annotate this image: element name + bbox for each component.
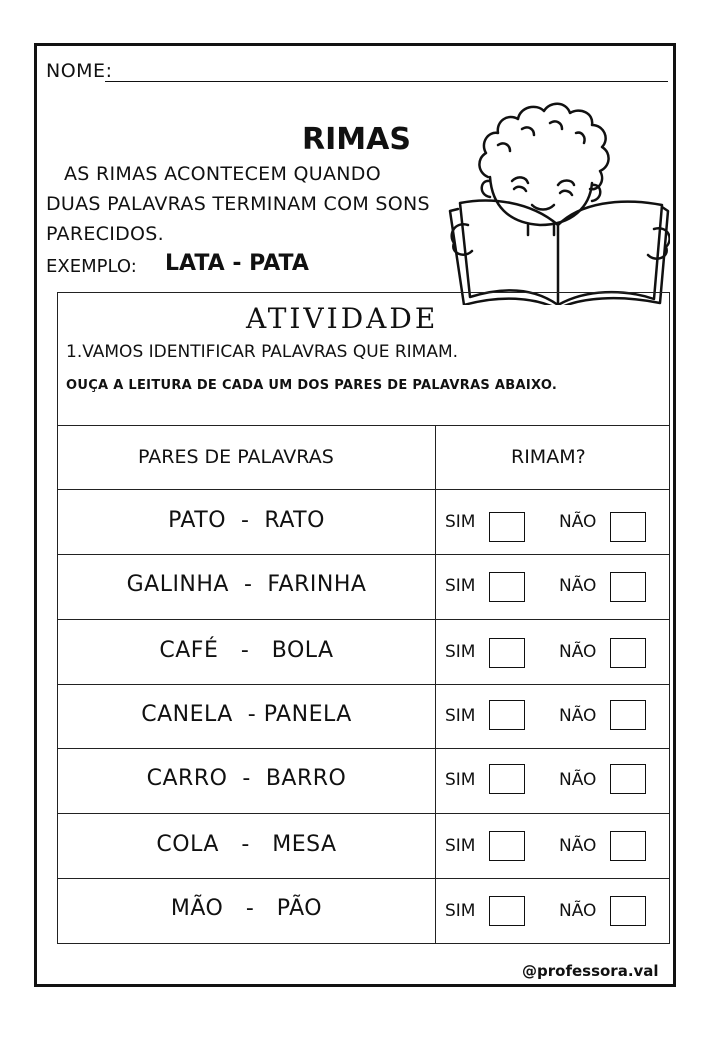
yes-label: SIM — [445, 642, 476, 662]
no-label: NÃO — [559, 706, 597, 726]
table-row-divider — [58, 748, 670, 749]
no-checkbox[interactable] — [610, 638, 646, 668]
table-row-pair: COLA - MESA — [156, 832, 337, 857]
yes-checkbox[interactable] — [489, 896, 525, 926]
yes-label: SIM — [445, 512, 476, 532]
table-row-divider — [58, 554, 670, 555]
no-checkbox[interactable] — [610, 512, 646, 542]
table-row-divider — [58, 878, 670, 879]
intro-line-3: PARECIDOS. — [46, 223, 165, 245]
table-row-pair: PATO - RATO — [168, 508, 325, 533]
author-credit: @professora.val — [522, 962, 659, 980]
table-column-divider — [435, 426, 436, 944]
table-row-pair: CANELA - PANELA — [141, 702, 352, 727]
table-row-divider — [58, 813, 670, 814]
yes-checkbox[interactable] — [489, 512, 525, 542]
table-row-divider — [58, 619, 670, 620]
intro-line-1: AS RIMAS ACONTECEM QUANDO — [64, 163, 381, 185]
no-checkbox[interactable] — [610, 572, 646, 602]
name-label: NOME: — [46, 60, 113, 82]
yes-checkbox[interactable] — [489, 572, 525, 602]
yes-label: SIM — [445, 836, 476, 856]
column-header-pairs: PARES DE PALAVRAS — [138, 446, 334, 468]
table-top-line — [58, 425, 670, 426]
example-label: EXEMPLO: — [46, 256, 137, 277]
yes-label: SIM — [445, 901, 476, 921]
no-label: NÃO — [559, 770, 597, 790]
table-row-pair: MÃO - PÃO — [170, 896, 323, 921]
no-checkbox[interactable] — [610, 700, 646, 730]
no-label: NÃO — [559, 576, 597, 596]
no-label: NÃO — [559, 901, 597, 921]
no-checkbox[interactable] — [610, 896, 646, 926]
no-label: NÃO — [559, 642, 597, 662]
table-row-pair: CAFÉ - BOLA — [159, 638, 334, 663]
table-row-pair: CARRO - BARRO — [146, 766, 347, 791]
activity-subinstruction: OUÇA A LEITURA DE CADA UM DOS PARES DE PALAVRAS ABAIXO. — [66, 378, 558, 393]
activity-title: ATIVIDADE — [246, 302, 439, 335]
yes-checkbox[interactable] — [489, 638, 525, 668]
no-checkbox[interactable] — [610, 831, 646, 861]
boy-reading-book-icon — [440, 85, 670, 305]
intro-line-2: DUAS PALAVRAS TERMINAM COM SONS — [46, 193, 430, 215]
page-title: RIMAS — [302, 122, 411, 157]
no-label: NÃO — [559, 512, 597, 532]
column-header-rhyme: RIMAM? — [511, 446, 586, 468]
activity-instruction: 1.VAMOS IDENTIFICAR PALAVRAS QUE RIMAM. — [66, 342, 459, 362]
yes-label: SIM — [445, 706, 476, 726]
yes-label: SIM — [445, 770, 476, 790]
table-row-divider — [58, 684, 670, 685]
yes-label: SIM — [445, 576, 476, 596]
yes-checkbox[interactable] — [489, 831, 525, 861]
no-label: NÃO — [559, 836, 597, 856]
yes-checkbox[interactable] — [489, 700, 525, 730]
name-write-line[interactable] — [105, 81, 668, 82]
no-checkbox[interactable] — [610, 764, 646, 794]
yes-checkbox[interactable] — [489, 764, 525, 794]
example-value: LATA - PATA — [165, 251, 309, 276]
table-row-divider — [58, 489, 670, 490]
table-row-pair: GALINHA - FARINHA — [126, 572, 367, 597]
